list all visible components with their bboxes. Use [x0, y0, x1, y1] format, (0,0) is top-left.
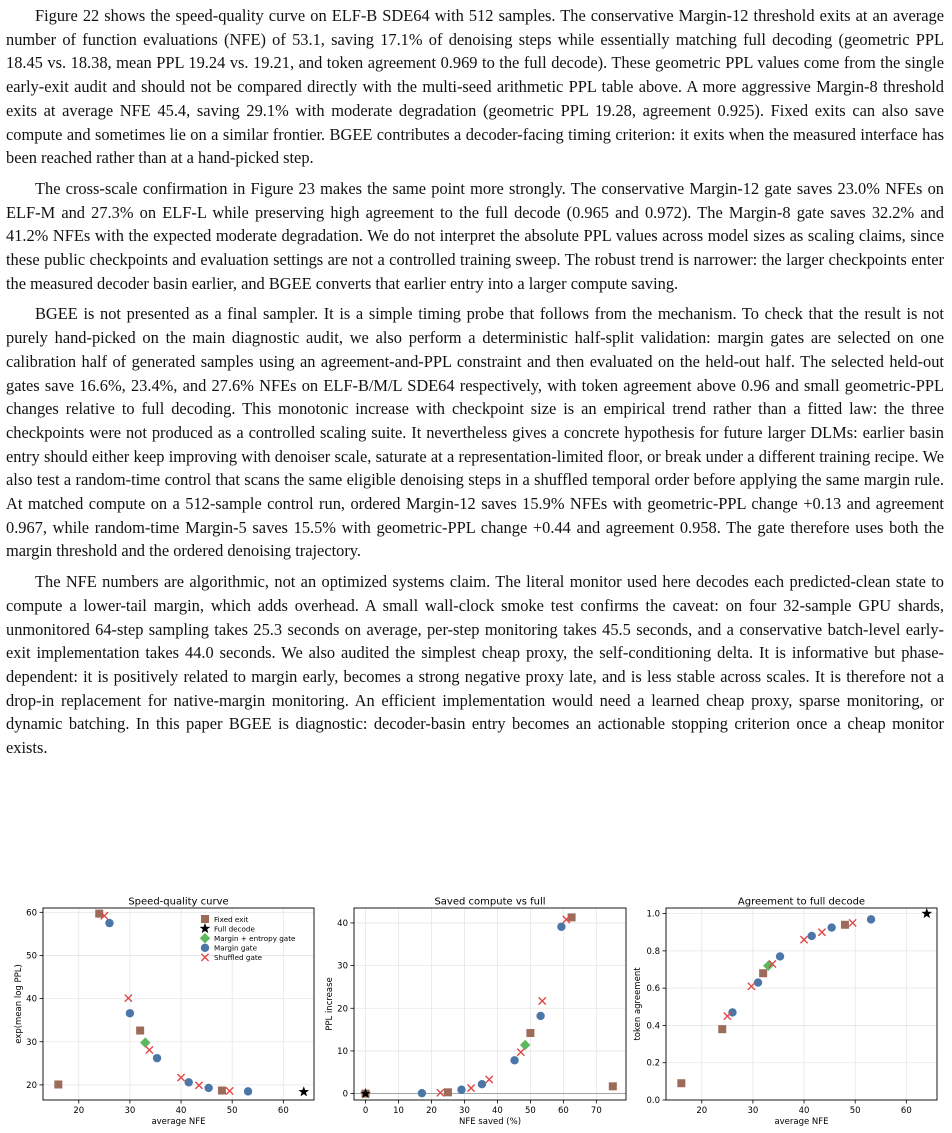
data-point [140, 1037, 150, 1047]
data-point [298, 1086, 309, 1096]
data-point [125, 995, 132, 1002]
legend-label: Margin gate [214, 943, 258, 953]
x-tick-label: 50 [849, 1106, 861, 1116]
y-tick-label: 0 [342, 1089, 348, 1100]
y-tick-label: 30 [26, 1037, 37, 1048]
paragraph: The NFE numbers are algorithmic, not an optimized systems claim. The literal monitor used here decodes each predicted-clean state to compute a lower-tail margin, which adds overhead. A small wall-clock smoke test confirms the caveat: on four 32-sample GPU shards, unmonitored 64-step sampling takes 25.3 seconds on average, per-step monitoring takes 45.5 seconds, and a conservative batch-level early-exit implementation takes 44.0 seconds. We also audited the simplest cheap proxy, the self-conditioning delta. It is informative but phase-dependent: it is positively related to margin early, becomes a strong negative proxy late, and is less stable across scales. It is therefore not a drop-in replacement for native-margin monitoring. An efficient implementation would need a learned cheap proxy, sparse monitoring, or dynamic batching. In this paper BGEE is diagnostic: decoder-basin entry becomes an actionable stopping criterion once a cheap monitor exists. [6, 572, 944, 758]
data-point [136, 1027, 144, 1035]
legend-label: Margin + entropy gate [214, 934, 296, 943]
y-tick-label: 50 [26, 951, 37, 962]
data-point [153, 1054, 161, 1062]
y-tick-label: 10 [337, 1046, 348, 1057]
data-point [146, 1046, 153, 1053]
x-tick-label: 60 [277, 1106, 289, 1116]
data-point [418, 1089, 426, 1097]
x-tick-label: 30 [124, 1106, 136, 1116]
data-point [776, 952, 784, 960]
body-text [6, 4, 944, 767]
y-tick-label: 0.0 [646, 1096, 660, 1106]
data-point [818, 929, 825, 936]
data-point [728, 1008, 736, 1016]
y-tick-label: 1.0 [646, 909, 660, 920]
y-tick-label: 20 [337, 1004, 348, 1015]
data-point [754, 978, 762, 986]
x-tick-label: 20 [73, 1106, 85, 1116]
x-tick-label: 40 [492, 1106, 503, 1116]
x-tick-label: 20 [426, 1106, 437, 1116]
x-tick-label: 30 [459, 1106, 470, 1116]
y-tick-label: 20 [26, 1080, 37, 1091]
data-point [827, 923, 835, 931]
data-point [486, 1076, 493, 1083]
legend-label: Shuffled gate [214, 953, 263, 963]
y-tick-label: 40 [26, 994, 37, 1005]
data-point [724, 1013, 731, 1020]
x-tick-label: 30 [747, 1106, 759, 1116]
data-point [539, 997, 546, 1004]
data-point [677, 1079, 685, 1087]
paragraph: Figure 22 shows the speed-quality curve on ELF-B SDE64 with 512 samples. The conservative Margin-12 threshold exits at an average number of function evaluations (NFE) of 53.1, saving 17.1% of denoising steps while essentially matching full decoding (geometric PPL 18.45 vs. 18.38, mean PPL 19.24 vs. 19.21, and token agreement 0.969 to the full decode). These geometric PPL values come from the single early-exit audit and should not be compared directly with the multi-seed arithmetic PPL table above. A more aggressive Margin-8 threshold exits at average NFE 45.4, saving 29.1% with moderate degradation (geometric PPL 19.28, agreement 0.925). Fixed exits can also save compute and sometimes lie on a similar frontier. BGEE contributes a decoder-facing timing criterion: it exits when the measured interface has been reached rather than at a hand-picked step. [6, 6, 944, 168]
y-tick-label: 60 [26, 908, 37, 919]
y-axis-label: token agreement [633, 967, 643, 1041]
x-axis-label: NFE saved (%) [458, 1117, 522, 1127]
data-point [126, 1009, 134, 1017]
data-point [105, 919, 113, 927]
legend-marker [200, 933, 210, 943]
chart-panel-2 [325, 897, 626, 1128]
legend-marker [201, 915, 209, 923]
data-point [520, 1040, 530, 1050]
y-tick-label: 40 [337, 918, 348, 929]
x-tick-label: 20 [696, 1106, 708, 1116]
data-point [808, 932, 816, 940]
data-point [218, 1087, 226, 1095]
legend-label: Full decode [214, 924, 255, 934]
x-tick-label: 50 [226, 1106, 238, 1116]
legend-marker [200, 923, 211, 933]
data-point [467, 1084, 474, 1091]
paragraph: The cross-scale confirmation in Figure 23 makes the same point more strongly. The conservative Margin-12 gate saves 23.0% NFEs on ELF-M and 27.3% on ELF-L while preserving high agreement to the full decode (0.965 and 0.972). The Margin-8 gate saves 32.2% and 41.2% NFEs with the expected moderate degradation. We do not interpret the absolute PPL values across model sizes as scaling claims, since these public checkpoints and evaluation settings are not a controlled training sweep. The robust trend is narrower: the larger checkpoints enter the measured decoder basin earlier, and BGEE converts that earlier entry into a larger compute saving. [6, 178, 944, 293]
x-tick-label: 10 [393, 1106, 404, 1116]
y-axis-label: exp(mean log PPL) [14, 964, 24, 1044]
y-axis-label: PPL increase [325, 977, 335, 1031]
x-tick-label: 50 [524, 1106, 536, 1116]
data-point [867, 915, 875, 923]
data-point [526, 1029, 534, 1037]
data-point [748, 983, 755, 990]
x-tick-label: 40 [175, 1106, 187, 1116]
data-point [457, 1086, 465, 1094]
chart-panel-3 [633, 897, 937, 1128]
data-point [195, 1082, 202, 1089]
data-point [444, 1088, 452, 1096]
y-tick-label: 30 [337, 961, 348, 972]
figure-svg [0, 890, 952, 1128]
data-point [921, 908, 932, 918]
x-tick-label: 40 [798, 1106, 810, 1116]
figure-panels [0, 890, 952, 1128]
x-tick-label: 0 [362, 1106, 369, 1116]
data-point [204, 1084, 212, 1092]
data-point [478, 1080, 486, 1088]
data-point [609, 1082, 617, 1090]
y-tick-label: 0.4 [646, 1021, 660, 1032]
data-point [718, 1025, 726, 1033]
data-point [759, 969, 767, 977]
x-axis-label: average NFE [151, 1117, 206, 1127]
legend-marker [201, 954, 208, 961]
paragraph: BGEE is not presented as a final sampler. It is a simple timing probe that follows from the mechanism. To check that the result is not purely hand-picked on the main diagnostic audit, we also perform a deterministic half-split validation: margin gates are selected on one calibration half of generated samples using an agreement-and-PPL constraint and then evaluated on the held-out half. The selected held-out gates save 16.6%, 23.4%, and 27.6% NFEs on ELF-B/M/L SDE64 respectively, with token agreement above 0.96 and small geometric-PPL changes relative to full decoding. This monotonic increase with checkpoint size is an empirical trend rather than a fitted law: the three checkpoints were not produced as a controlled scaling suite. It nevertheless gives a concrete hypothesis for future larger DLMs: earlier basin entry should either keep improving with denoiser scale, saturate at a representation-limited floor, or break under a different training recipe. We also test a random-time control that scans the same eligible denoising steps in a shuffled temporal order before applying the same margin rule. At matched compute on a 512-sample control run, ordered Margin-12 saves 15.9% NFEs with geometric-PPL change +0.13 and agreement 0.967, while random-time Margin-5 saves 15.5% with geometric-PPL change +0.44 and agreement 0.958. The gate therefore uses both the margin threshold and the ordered denoising trajectory. [6, 304, 944, 561]
x-tick-label: 60 [900, 1106, 912, 1116]
y-tick-label: 0.6 [646, 984, 660, 995]
data-point [510, 1056, 518, 1064]
data-point [437, 1089, 444, 1096]
y-tick-label: 0.8 [646, 946, 660, 957]
data-point [517, 1049, 524, 1056]
x-tick-label: 60 [557, 1106, 569, 1116]
data-point [841, 921, 849, 929]
legend-marker [201, 944, 209, 952]
data-point [536, 1012, 544, 1020]
x-tick-label: 70 [590, 1106, 602, 1116]
chart-title: Speed-quality curve [128, 896, 229, 908]
y-tick-label: 0.2 [646, 1058, 660, 1069]
x-axis-label: average NFE [774, 1117, 829, 1127]
data-point [244, 1087, 252, 1095]
legend-label: Fixed exit [214, 914, 249, 924]
data-point [185, 1078, 193, 1086]
plot-frame [354, 908, 626, 1100]
chart-panel-1 [14, 897, 314, 1128]
data-point [54, 1080, 62, 1088]
chart-title: Agreement to full decode [737, 896, 866, 908]
data-point [557, 923, 565, 931]
chart-title: Saved compute vs full [434, 896, 546, 908]
